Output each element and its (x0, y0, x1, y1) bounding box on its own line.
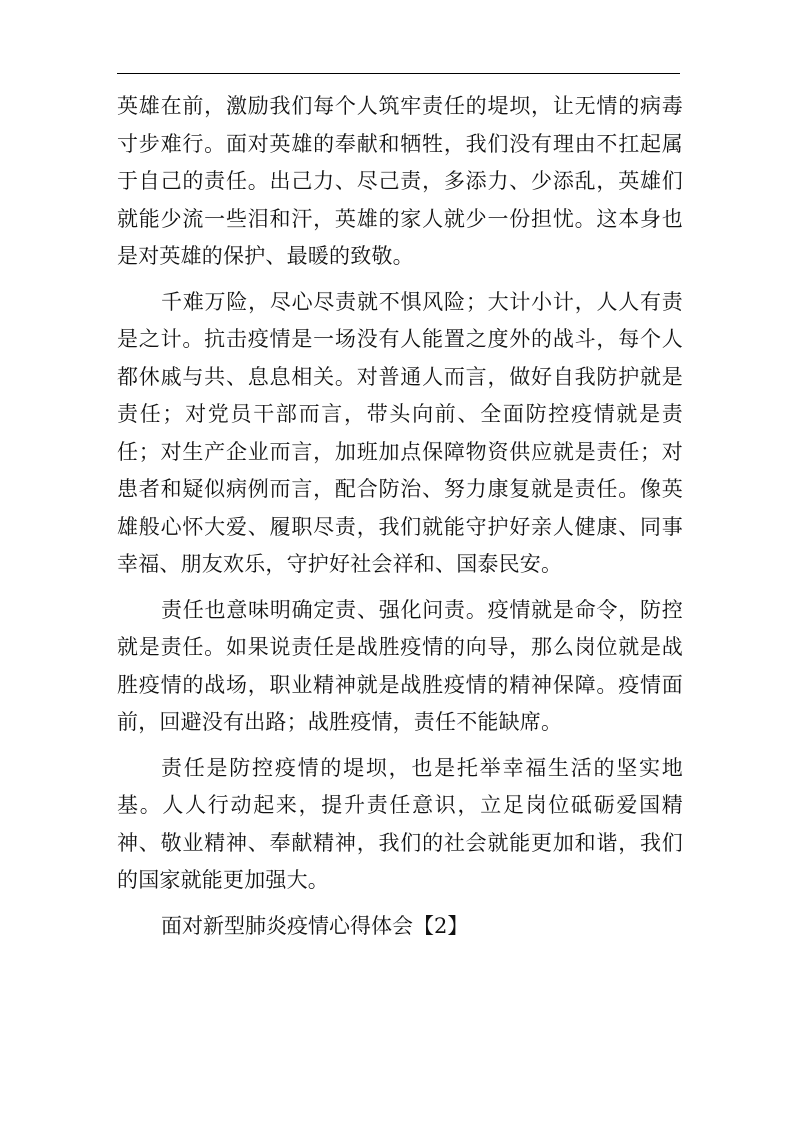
document-body (117, 88, 683, 945)
paragraph-heroes: 英雄在前，激励我们每个人筑牢责任的堤坝，让无情的病毒寸步难行。面对英雄的奉献和牺牲，我们没有理由不扛起属于自己的责任。出己力、尽己责，多添力、少添乱，英雄们就能少流一些泪和汗，英雄的家人就少一份担忧。这本身也是对英雄的保护、最暖的致敬。 (117, 94, 683, 268)
paragraph-responsibility-risks: 千难万险，尽心尽责就不惧风险；大计小计，人人有责是之计。抗击疫情是一场没有人能置之度外的战斗，每个人都休戚与共、息息相关。对普通人而言，做好自我防护就是责任；对党员干部而言，带头向前、全面防控疫情就是责任；对生产企业而言，加班加点保障物资供应就是责任；对患者和疑似病例而言，配合防治、努力康复就是责任。像英雄般心怀大爱、履职尽责，我们就能守护好亲人健康、同事幸福、朋友欢乐，守护好社会祥和、国泰民安。 (117, 289, 683, 576)
paragraph-foundation: 责任是防控疫情的堤坝，也是托举幸福生活的坚实地基。人人行动起来，提升责任意识，立足岗位砥砺爱国精神、敬业精神、奉献精神，我们的社会就能更加和谐，我们的国家就能更加强大。 (117, 755, 683, 892)
paragraph-accountability: 责任也意味明确定责、强化问责。疫情就是命令，防控就是责任。如果说责任是战胜疫情的向导，那么岗位就是战胜疫情的战场，职业精神就是战胜疫情的精神保障。疫情面前，回避没有出路；战胜疫情，责任不能缺席。 (117, 597, 683, 734)
header-rule (117, 73, 680, 74)
section-heading: 面对新型肺炎疫情心得体会【2】 (161, 913, 469, 938)
